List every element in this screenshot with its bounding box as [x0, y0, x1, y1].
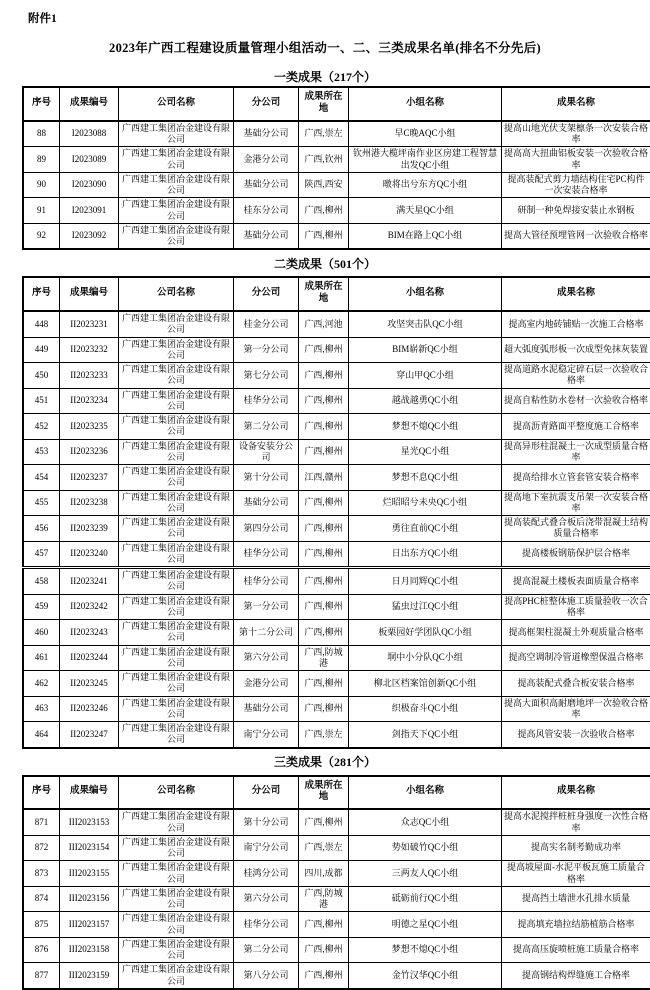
cell: 460: [23, 620, 60, 646]
cell: 463: [23, 696, 60, 722]
cell: II2023240: [60, 541, 119, 568]
cell: 设备安装分公司: [234, 439, 299, 465]
cell: 金港分公司: [234, 147, 299, 173]
cell: 广西建工集团冶金建设有限公司: [119, 809, 234, 835]
cell: 提高装配式剪力墙结构住宅PC构件一次安装合格率: [502, 172, 650, 198]
cell: 提高挡土墙泄水孔排水质量: [502, 886, 650, 912]
cell: 提高高大扭曲铝板安装一次验收合格率: [502, 147, 650, 173]
cell: 广西,柳州: [299, 541, 349, 568]
cell: 金港分公司: [234, 671, 299, 697]
cell: 455: [23, 490, 60, 516]
cell: 四川,成都: [299, 861, 349, 887]
cell: 提高山地光伏支架檩条一次安装合格率: [502, 121, 650, 147]
cell: III2023154: [60, 835, 119, 861]
cell: 提高地下室抗震支吊架一次安装合格率: [502, 490, 650, 516]
table-row: [23, 671, 650, 697]
cell: 江西,赣州: [299, 465, 349, 491]
cell: 明德之星QC小组: [349, 912, 502, 938]
cell: II2023237: [60, 465, 119, 491]
cell: 第一分公司: [234, 594, 299, 620]
cell: 第十二分公司: [234, 620, 299, 646]
cell: 广西建工集团冶金建设有限公司: [119, 121, 234, 147]
column-header: 成果编号: [60, 776, 119, 810]
cell: 第一分公司: [234, 337, 299, 363]
column-header: 序号: [23, 776, 60, 810]
cell: 提高装配式叠合板安装合格率: [502, 671, 650, 697]
cell: 449: [23, 337, 60, 363]
cell: 90: [23, 172, 60, 198]
table-row: [23, 172, 650, 198]
cell: 广西建工集团冶金建设有限公司: [119, 439, 234, 465]
cell: 454: [23, 465, 60, 491]
header-row: [23, 277, 650, 311]
table-row: [23, 311, 650, 337]
cell: 第十分公司: [234, 809, 299, 835]
cell: 广西建工集团冶金建设有限公司: [119, 620, 234, 646]
cell: III2023155: [60, 861, 119, 887]
column-header: 成果所在地: [299, 277, 349, 311]
cell: 提高道路水泥稳定碎石层一次验收合格率: [502, 363, 650, 389]
cell: 提高实名制考勤成功率: [502, 835, 650, 861]
cell: III2023153: [60, 809, 119, 835]
cell: 越战越勇QC小组: [349, 388, 502, 414]
table-row: [23, 835, 650, 861]
cell: 广西,防城港: [299, 886, 349, 912]
cell: II2023242: [60, 594, 119, 620]
cell: 第八分公司: [234, 963, 299, 989]
cell: 提高坡屋面-水泥平板瓦施工质量合格率: [502, 861, 650, 887]
header-row: [23, 87, 650, 121]
table-row: [23, 645, 650, 671]
cell: I2023090: [60, 172, 119, 198]
cell: 广西,柳州: [299, 388, 349, 414]
cell: 461: [23, 645, 60, 671]
cell: 垌中小分队QC小组: [349, 645, 502, 671]
column-header: 成果名称: [502, 87, 650, 121]
cell: II2023246: [60, 696, 119, 722]
page-title: 2023年广西工程建设质量管理小组活动一、二、三类成果名单(排名不分先后): [0, 38, 650, 56]
cell: III2023158: [60, 937, 119, 963]
cell: 广西建工集团冶金建设有限公司: [119, 912, 234, 938]
column-header: 成果编号: [60, 87, 119, 121]
cell: 广西建工集团冶金建设有限公司: [119, 861, 234, 887]
cell: 第二分公司: [234, 414, 299, 440]
results-table-class1: [22, 86, 650, 250]
cell: 广西建工集团冶金建设有限公司: [119, 722, 234, 748]
cell: 满天星QC小组: [349, 198, 502, 224]
table-row: [23, 937, 650, 963]
cell: 广西,柳州: [299, 594, 349, 620]
column-header: 分公司: [234, 776, 299, 810]
table-row: [23, 198, 650, 224]
cell: 梦想不熄QC小组: [349, 414, 502, 440]
cell: 广西,钦州: [299, 147, 349, 173]
cell: I2023091: [60, 198, 119, 224]
cell: 剑指天下QC小组: [349, 722, 502, 748]
cell: 提高水泥搅拌桩桩身强度一次性合格率: [502, 809, 650, 835]
cell: 448: [23, 311, 60, 337]
column-header: 分公司: [234, 277, 299, 311]
cell: 提高混凝土楼板表面质量合格率: [502, 568, 650, 595]
header-row: [23, 776, 650, 810]
cell: 日出东方QC小组: [349, 541, 502, 568]
cell: III2023156: [60, 886, 119, 912]
cell: 广西建工集团冶金建设有限公司: [119, 886, 234, 912]
cell: II2023238: [60, 490, 119, 516]
cell: III2023159: [60, 963, 119, 989]
cell: 提高沥青路面平整度施工合格率: [502, 414, 650, 440]
cell: 提高框架柱混凝土外观质量合格率: [502, 620, 650, 646]
cell: 广西建工集团冶金建设有限公司: [119, 147, 234, 173]
table-row: [23, 490, 650, 516]
cell: 广西,柳州: [299, 198, 349, 224]
cell: 广西建工集团冶金建设有限公司: [119, 594, 234, 620]
cell: II2023244: [60, 645, 119, 671]
cell: BIM崭新QC小组: [349, 337, 502, 363]
cell: 广西建工集团冶金建设有限公司: [119, 490, 234, 516]
cell: 广西,柳州: [299, 568, 349, 595]
cell: 广西,柳州: [299, 516, 349, 542]
cell: 广西,柳州: [299, 671, 349, 697]
column-header: 分公司: [234, 87, 299, 121]
column-header: 公司名称: [119, 87, 234, 121]
cell: II2023247: [60, 722, 119, 748]
cell: 458: [23, 568, 60, 595]
cell: 基础分公司: [234, 490, 299, 516]
table-row: [23, 722, 650, 748]
cell: II2023231: [60, 311, 119, 337]
cell: 广西建工集团冶金建设有限公司: [119, 963, 234, 989]
table-row: [23, 594, 650, 620]
cell: 89: [23, 147, 60, 173]
cell: 猛虫过江QC小组: [349, 594, 502, 620]
cell: III2023157: [60, 912, 119, 938]
cell: II2023234: [60, 388, 119, 414]
cell: 广西,崇左: [299, 835, 349, 861]
cell: I2023089: [60, 147, 119, 173]
cell: 464: [23, 722, 60, 748]
cell: 研制一种免焊接安装止水钢板: [502, 198, 650, 224]
table-row: [23, 363, 650, 389]
column-header: 成果编号: [60, 277, 119, 311]
cell: 广西,防城港: [299, 645, 349, 671]
cell: 桂华分公司: [234, 388, 299, 414]
cell: 广西建工集团冶金建设有限公司: [119, 198, 234, 224]
cell: 提高风管安装一次验收合格率: [502, 722, 650, 748]
cell: 广西建工集团冶金建设有限公司: [119, 696, 234, 722]
cell: 钦州港大榄坪南作业区房建工程智慧出发QC小组: [349, 147, 502, 173]
table-row: [23, 388, 650, 414]
cell: I2023092: [60, 223, 119, 249]
cell: 攻坚突击队QC小组: [349, 311, 502, 337]
cell: 第十分公司: [234, 465, 299, 491]
cell: 提高自粘性防水卷材一次验收合格率: [502, 388, 650, 414]
table-row: [23, 465, 650, 491]
table-row: [23, 414, 650, 440]
cell: 广西,柳州: [299, 223, 349, 249]
cell: 91: [23, 198, 60, 224]
cell: 92: [23, 223, 60, 249]
cell: 第二分公司: [234, 937, 299, 963]
cell: 提高给排水立管套管安装合格率: [502, 465, 650, 491]
cell: 875: [23, 912, 60, 938]
cell: 基础分公司: [234, 121, 299, 147]
cell: 提高大面积高耐磨地坪一次验收合格率: [502, 696, 650, 722]
cell: 基础分公司: [234, 696, 299, 722]
cell: 穿山甲QC小组: [349, 363, 502, 389]
cell: 提高室内地砖铺贴一次施工合格率: [502, 311, 650, 337]
cell: 金竹汉华QC小组: [349, 963, 502, 989]
section-heading-class2: 二类成果（501个）: [274, 255, 376, 272]
column-header: 小组名称: [349, 87, 502, 121]
cell: 第七分公司: [234, 363, 299, 389]
cell: 广西,柳州: [299, 809, 349, 835]
cell: 广西,柳州: [299, 490, 349, 516]
cell: 广西建工集团冶金建设有限公司: [119, 645, 234, 671]
cell: 广西,柳州: [299, 363, 349, 389]
table-row: [23, 516, 650, 542]
cell: 梦想不息QC小组: [349, 465, 502, 491]
cell: 871: [23, 809, 60, 835]
cell: 459: [23, 594, 60, 620]
cell: 势如破竹QC小组: [349, 835, 502, 861]
results-table-class3: [22, 775, 650, 990]
column-header: 公司名称: [119, 776, 234, 810]
cell: 456: [23, 516, 60, 542]
table-row: [23, 861, 650, 887]
cell: II2023239: [60, 516, 119, 542]
column-header: 序号: [23, 87, 60, 121]
table-row: [23, 620, 650, 646]
cell: 广西,河池: [299, 311, 349, 337]
cell: 星光QC小组: [349, 439, 502, 465]
cell: 板栗园好学团队QC小组: [349, 620, 502, 646]
cell: 451: [23, 388, 60, 414]
column-header: 小组名称: [349, 277, 502, 311]
cell: 织极奋斗QC小组: [349, 696, 502, 722]
cell: 基础分公司: [234, 172, 299, 198]
table-row: [23, 886, 650, 912]
cell: 砥砺前行QC小组: [349, 886, 502, 912]
column-header: 成果名称: [502, 277, 650, 311]
cell: II2023232: [60, 337, 119, 363]
column-header: 成果名称: [502, 776, 650, 810]
cell: 提高空调制冷管道橡塑保温合格率: [502, 645, 650, 671]
cell: 桂鸿分公司: [234, 861, 299, 887]
cell: 提高PHC桩整体施工质量验收一次合格率: [502, 594, 650, 620]
cell: 876: [23, 937, 60, 963]
cell: 广西,柳州: [299, 337, 349, 363]
cell: 超大弧度弧形板一次成型免抹灰装置: [502, 337, 650, 363]
cell: 广西建工集团冶金建设有限公司: [119, 671, 234, 697]
cell: 基础分公司: [234, 223, 299, 249]
table-row: [23, 223, 650, 249]
cell: 提高大管径预埋管网一次验收合格率: [502, 223, 650, 249]
cell: 453: [23, 439, 60, 465]
cell: 提高楼板钢筋保护层合格率: [502, 541, 650, 568]
section-heading-class3: 三类成果（281个）: [274, 753, 376, 770]
table-row: [23, 439, 650, 465]
cell: 第六分公司: [234, 886, 299, 912]
cell: 广西建工集团冶金建设有限公司: [119, 172, 234, 198]
cell: 广西,柳州: [299, 620, 349, 646]
cell: BIM在路上QC小组: [349, 223, 502, 249]
document-content: [22, 86, 628, 990]
cell: 广西,柳州: [299, 439, 349, 465]
cell: 提高装配式叠合板后浇带混凝土结构质量合格率: [502, 516, 650, 542]
results-table-class2: [22, 276, 650, 748]
cell: 提高异形柱混凝土一次成型质量合格率: [502, 439, 650, 465]
table-row: [23, 912, 650, 938]
cell: 桂东分公司: [234, 198, 299, 224]
table-row: [23, 809, 650, 835]
cell: 广西建工集团冶金建设有限公司: [119, 835, 234, 861]
cell: 提高钢结构焊缝施工合格率: [502, 963, 650, 989]
cell: 88: [23, 121, 60, 147]
cell: 早C晚AQC小组: [349, 121, 502, 147]
table-row: [23, 121, 650, 147]
cell: 第六分公司: [234, 645, 299, 671]
cell: II2023243: [60, 620, 119, 646]
table-row: [23, 541, 650, 568]
cell: 桂华分公司: [234, 568, 299, 595]
table-row: [23, 568, 650, 595]
cell: 广西建工集团冶金建设有限公司: [119, 568, 234, 595]
cell: II2023245: [60, 671, 119, 697]
cell: 广西,柳州: [299, 963, 349, 989]
cell: 457: [23, 541, 60, 568]
table-row: [23, 963, 650, 989]
table-row: [23, 696, 650, 722]
cell: 柳北区档案馆创新QC小组: [349, 671, 502, 697]
cell: 广西建工集团冶金建设有限公司: [119, 516, 234, 542]
section-heading-class1: 一类成果（217个）: [0, 68, 650, 85]
cell: 陕西,西安: [299, 172, 349, 198]
cell: 广西,柳州: [299, 414, 349, 440]
cell: 日月同辉QC小组: [349, 568, 502, 595]
cell: 450: [23, 363, 60, 389]
table-row: [23, 337, 650, 363]
cell: 874: [23, 886, 60, 912]
cell: II2023235: [60, 414, 119, 440]
cell: 桂金分公司: [234, 311, 299, 337]
cell: 提高填充墙拉结筋植筋合格率: [502, 912, 650, 938]
cell: 873: [23, 861, 60, 887]
column-header: 小组名称: [349, 776, 502, 810]
cell: 广西,柳州: [299, 912, 349, 938]
cell: 广西,崇左: [299, 121, 349, 147]
cell: 烂昭昭兮未央QC小组: [349, 490, 502, 516]
cell: 广西建工集团冶金建设有限公司: [119, 465, 234, 491]
cell: 872: [23, 835, 60, 861]
cell: II2023241: [60, 568, 119, 595]
cell: 462: [23, 671, 60, 697]
column-header: 成果所在地: [299, 87, 349, 121]
cell: 暾将出兮东方QC小组: [349, 172, 502, 198]
cell: 桂华分公司: [234, 912, 299, 938]
cell: 广西建工集团冶金建设有限公司: [119, 363, 234, 389]
cell: 广西,柳州: [299, 937, 349, 963]
cell: 勇往直前QC小组: [349, 516, 502, 542]
column-header: 公司名称: [119, 277, 234, 311]
attachment-label: 附件1: [28, 10, 57, 26]
cell: 广西建工集团冶金建设有限公司: [119, 337, 234, 363]
cell: I2023088: [60, 121, 119, 147]
cell: 广西建工集团冶金建设有限公司: [119, 414, 234, 440]
cell: 梦想不熄QC小组: [349, 937, 502, 963]
cell: 广西建工集团冶金建设有限公司: [119, 223, 234, 249]
cell: 广西建工集团冶金建设有限公司: [119, 541, 234, 568]
column-header: 成果所在地: [299, 776, 349, 810]
cell: 三两友人QC小组: [349, 861, 502, 887]
cell: 第四分公司: [234, 516, 299, 542]
cell: II2023236: [60, 439, 119, 465]
cell: 众志QC小组: [349, 809, 502, 835]
column-header: 序号: [23, 277, 60, 311]
cell: 877: [23, 963, 60, 989]
cell: 广西,崇左: [299, 722, 349, 748]
cell: 广西建工集团冶金建设有限公司: [119, 937, 234, 963]
table-row: [23, 147, 650, 173]
cell: 南宁分公司: [234, 835, 299, 861]
cell: 452: [23, 414, 60, 440]
cell: 广西建工集团冶金建设有限公司: [119, 388, 234, 414]
cell: 南宁分公司: [234, 722, 299, 748]
cell: 广西建工集团冶金建设有限公司: [119, 311, 234, 337]
cell: 广西,柳州: [299, 696, 349, 722]
cell: 桂华分公司: [234, 541, 299, 568]
cell: II2023233: [60, 363, 119, 389]
cell: 提高高压旋喷桩施工质量合格率: [502, 937, 650, 963]
